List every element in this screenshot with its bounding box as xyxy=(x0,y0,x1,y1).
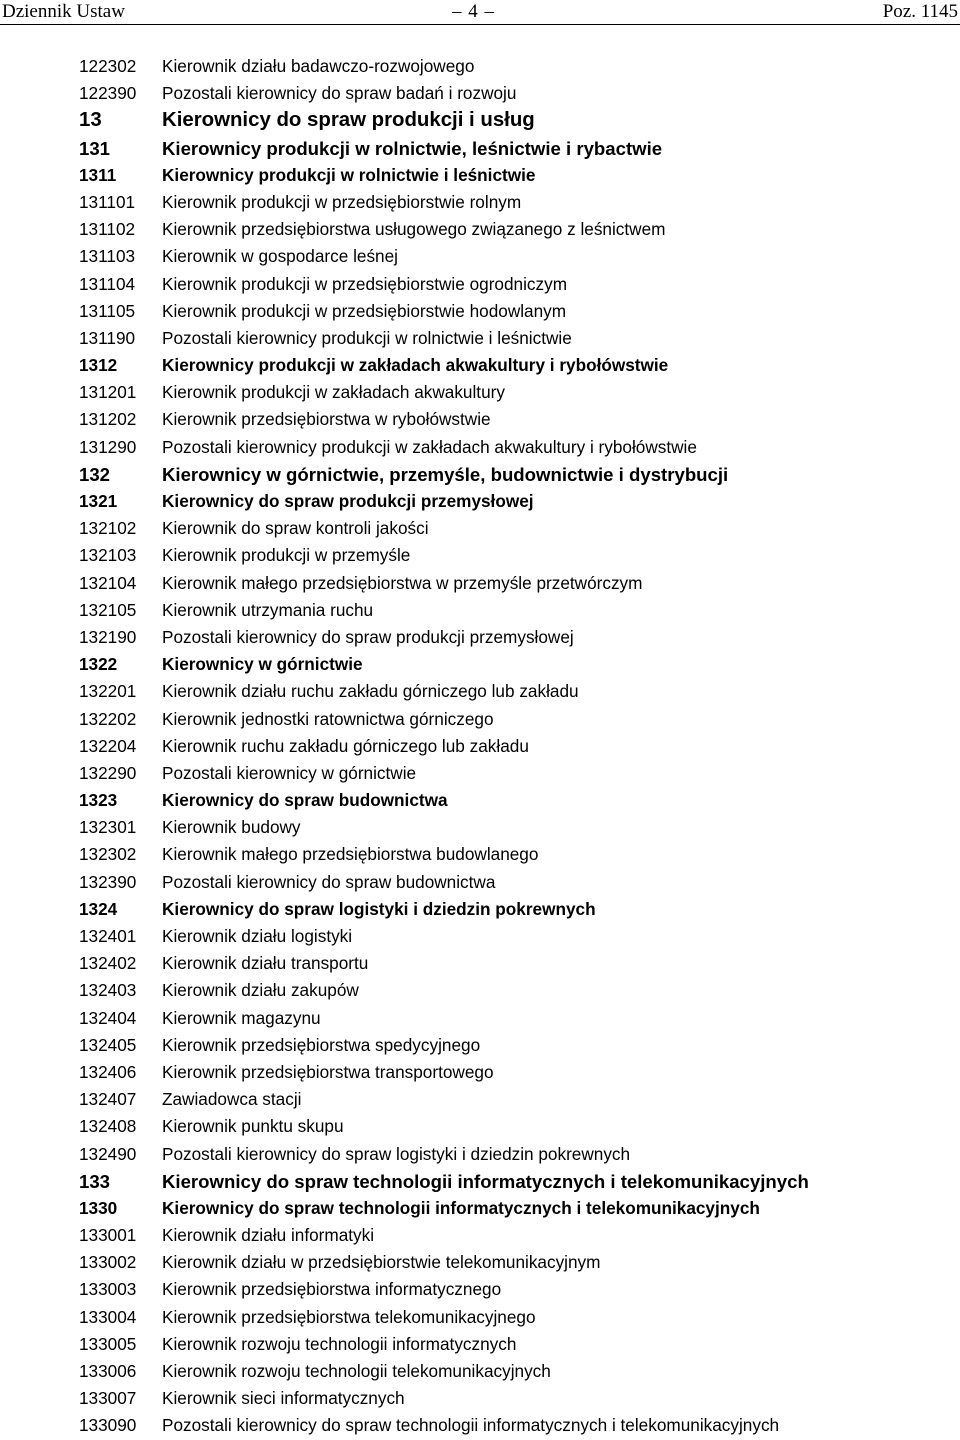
classification-entry xyxy=(79,1005,959,1032)
classification-entry xyxy=(79,1331,959,1358)
entry-code: 133090 xyxy=(79,1415,137,1436)
entry-code: 133004 xyxy=(79,1306,137,1327)
classification-entry xyxy=(79,1113,959,1140)
entry-label: Kierownik przedsiębiorstwa telekomunikacyjnego xyxy=(162,1306,536,1327)
entry-code: 131190 xyxy=(79,327,136,348)
classification-entry xyxy=(79,869,959,896)
entry-label: Kierownik produkcji w przemyśle xyxy=(162,545,411,566)
classification-entry xyxy=(79,243,959,270)
entry-label: Kierownik działu transportu xyxy=(162,953,369,974)
classification-entry xyxy=(79,406,959,433)
entry-label: Kierownicy w górnictwie xyxy=(162,654,363,675)
entry-code: 131202 xyxy=(79,409,137,430)
entry-code: 131105 xyxy=(79,300,136,321)
entry-label: Pozostali kierownicy w górnictwie xyxy=(162,762,417,783)
entry-label: Kierownik działu badawczo-rozwojowego xyxy=(162,56,475,76)
classification-entry xyxy=(79,135,959,162)
header-divider xyxy=(0,24,960,25)
entry-label: Kierownicy do spraw produkcji i usług xyxy=(162,109,535,132)
classification-entry xyxy=(79,1358,959,1385)
entry-code: 132190 xyxy=(79,626,137,647)
entry-code: 131102 xyxy=(79,219,136,240)
entry-label: Kierownik małego przedsiębiorstwa budowlanego xyxy=(162,844,539,865)
classification-entry xyxy=(79,80,959,107)
entry-code: 132102 xyxy=(79,518,137,539)
entry-code: 132202 xyxy=(79,708,137,729)
entry-label: Kierownik rozwoju technologii telekomunikacyjnych xyxy=(162,1361,551,1381)
entry-label: Kierownik utrzymania ruchu xyxy=(162,599,374,620)
entry-code: 132290 xyxy=(79,762,137,783)
entry-label: Pozostali kierownicy produkcji w zakładach akwakultury i rybołówstwie xyxy=(162,436,697,457)
classification-entry xyxy=(79,1385,959,1412)
entry-code: 132104 xyxy=(79,572,137,593)
entry-label: Kierownik produkcji w przedsiębiorstwie ogrodniczym xyxy=(162,273,568,294)
classification-entry xyxy=(79,950,959,977)
entry-code: 1322 xyxy=(79,654,118,675)
entry-label: Pozostali kierownicy produkcji w rolnictwie i leśnictwie xyxy=(162,327,572,348)
entry-label: Kierownik przedsiębiorstwa usługowego związanego z leśnictwem xyxy=(162,219,666,240)
entry-label: Kierownicy produkcji w rolnictwie i leśnictwie xyxy=(162,164,536,185)
entry-label: Kierownik punktu skupu xyxy=(162,1116,344,1137)
classification-entry xyxy=(79,896,959,923)
entry-code: 132408 xyxy=(79,1116,137,1137)
entry-code: 132405 xyxy=(79,1034,137,1055)
classification-entry xyxy=(79,1086,959,1113)
entry-code: 132490 xyxy=(79,1143,137,1164)
entry-code: 1324 xyxy=(79,898,118,919)
entry-code: 133003 xyxy=(79,1279,137,1300)
entry-code: 1321 xyxy=(79,491,118,511)
entry-code: 132403 xyxy=(79,980,137,1001)
entry-code: 132407 xyxy=(79,1089,137,1110)
classification-entry xyxy=(79,189,959,216)
entry-label: Kierownik przedsiębiorstwa transportowego xyxy=(162,1061,494,1082)
classification-entry xyxy=(79,923,959,950)
classification-entry xyxy=(79,488,959,515)
classification-entry xyxy=(79,542,959,569)
entry-label: Kierownik działu logistyki xyxy=(162,926,353,946)
entry-label: Zawiadowca stacji xyxy=(162,1089,302,1110)
entry-label: Kierownicy produkcji w rolnictwie, leśnictwie i rybactwie xyxy=(162,137,663,159)
entry-label: Kierownik działu w przedsiębiorstwie telekomunikacyjnym xyxy=(162,1252,601,1273)
entry-code: 133 xyxy=(79,1170,111,1192)
classification-entry xyxy=(79,271,959,298)
entry-code: 1312 xyxy=(79,355,118,376)
entry-code: 1330 xyxy=(79,1197,118,1218)
entry-code: 122302 xyxy=(79,56,137,76)
entry-label: Kierownicy do spraw produkcji przemysłowej xyxy=(162,491,534,511)
entry-label: Kierownicy w górnictwie, przemyśle, budownictwie i dystrybucji xyxy=(162,463,729,485)
entry-code: 131201 xyxy=(79,382,137,403)
entry-label: Kierownicy produkcji w zakładach akwakultury i rybołówstwie xyxy=(162,355,669,376)
classification-entry xyxy=(79,1168,959,1195)
classification-entry xyxy=(79,379,959,406)
entry-label: Pozostali kierownicy do spraw produkcji przemysłowej xyxy=(162,626,574,647)
classification-entry xyxy=(79,107,959,134)
classification-entry xyxy=(79,597,959,624)
classification-entry xyxy=(79,515,959,542)
classification-entry xyxy=(79,1276,959,1303)
entry-label: Kierownik do spraw kontroli jakości xyxy=(162,518,429,539)
entry-code: 132404 xyxy=(79,1007,137,1028)
classification-entry xyxy=(79,651,959,678)
classification-entry xyxy=(79,53,959,80)
entry-code: 133002 xyxy=(79,1252,137,1273)
entry-code: 132204 xyxy=(79,735,137,756)
entry-code: 1323 xyxy=(79,790,118,811)
entry-label: Pozostali kierownicy do spraw technologii informatycznych i telekomunikacyjnych xyxy=(162,1415,780,1436)
entry-label: Kierownik magazynu xyxy=(162,1007,321,1028)
entry-label: Kierownik działu informatyki xyxy=(162,1225,375,1246)
classification-entry xyxy=(79,678,959,705)
entry-code: 132201 xyxy=(79,681,137,702)
entry-code: 132390 xyxy=(79,871,137,892)
entry-label: Pozostali kierownicy do spraw budownictwa xyxy=(162,871,496,892)
classification-entry xyxy=(79,216,959,243)
classification-entry xyxy=(79,841,959,868)
entry-code: 133001 xyxy=(79,1225,137,1246)
classification-list xyxy=(79,53,959,1440)
classification-entry xyxy=(79,1195,959,1222)
entry-code: 131290 xyxy=(79,436,137,457)
entry-code: 132401 xyxy=(79,926,137,946)
entry-label: Kierownik przedsiębiorstwa spedycyjnego xyxy=(162,1034,481,1055)
entry-label: Kierownik małego przedsiębiorstwa w przemyśle przetwórczym xyxy=(162,572,643,593)
classification-entry xyxy=(79,1412,959,1439)
entry-code: 132105 xyxy=(79,599,137,620)
entry-label: Kierownik przedsiębiorstwa w rybołówstwie xyxy=(162,409,491,430)
entry-label: Kierownik produkcji w przedsiębiorstwie hodowlanym xyxy=(162,300,567,321)
classification-entry xyxy=(79,1222,959,1249)
classification-entry xyxy=(79,733,959,760)
entry-code: 132301 xyxy=(79,817,137,838)
entry-code: 132302 xyxy=(79,844,137,865)
classification-entry xyxy=(79,1249,959,1276)
entry-code: 132103 xyxy=(79,545,137,566)
classification-entry xyxy=(79,760,959,787)
page-header xyxy=(0,0,960,26)
entry-code: 122390 xyxy=(79,83,137,104)
classification-entry xyxy=(79,977,959,1004)
entry-label: Kierownicy do spraw logistyki i dziedzin pokrewnych xyxy=(162,898,596,919)
entry-code: 133006 xyxy=(79,1361,137,1381)
entry-code: 131104 xyxy=(79,273,136,294)
classification-entry xyxy=(79,298,959,325)
entry-label: Kierownik rozwoju technologii informatycznych xyxy=(162,1333,517,1354)
classification-entry xyxy=(79,352,959,379)
entry-code: 13 xyxy=(79,109,102,132)
classification-entry xyxy=(79,461,959,488)
entry-code: 131 xyxy=(79,137,111,159)
position-number: Poz. 1145 xyxy=(882,1,958,22)
journal-title: Dziennik Ustaw xyxy=(2,1,125,22)
page-number: – 4 – xyxy=(452,1,495,22)
classification-entry xyxy=(79,814,959,841)
entry-label: Kierownik budowy xyxy=(162,817,301,838)
entry-label: Kierownicy do spraw technologii informatycznych i telekomunikacyjnych xyxy=(162,1197,760,1218)
entry-code: 132 xyxy=(79,463,111,485)
classification-entry xyxy=(79,706,959,733)
entry-label: Pozostali kierownicy do spraw logistyki i dziedzin pokrewnych xyxy=(162,1143,631,1164)
entry-label: Pozostali kierownicy do spraw badań i rozwoju xyxy=(162,83,517,104)
entry-label: Kierownik działu zakupów xyxy=(162,980,359,1001)
entry-label: Kierownicy do spraw technologii informatycznych i telekomunikacyjnych xyxy=(162,1170,809,1192)
entry-label: Kierownik sieci informatycznych xyxy=(162,1388,405,1409)
classification-entry xyxy=(79,1304,959,1331)
classification-entry xyxy=(79,162,959,189)
entry-label: Kierownik w gospodarce leśnej xyxy=(162,246,398,267)
classification-entry xyxy=(79,325,959,352)
classification-entry xyxy=(79,787,959,814)
classification-entry xyxy=(79,1032,959,1059)
entry-label: Kierownicy do spraw budownictwa xyxy=(162,790,448,811)
entry-label: Kierownik ruchu zakładu górniczego lub zakładu xyxy=(162,735,529,756)
entry-label: Kierownik przedsiębiorstwa informatycznego xyxy=(162,1279,502,1300)
entry-code: 132402 xyxy=(79,953,137,974)
entry-code: 131103 xyxy=(79,246,136,267)
classification-entry xyxy=(79,434,959,461)
entry-code: 1311 xyxy=(79,164,117,185)
entry-code: 131101 xyxy=(79,191,136,212)
entry-label: Kierownik jednostki ratownictwa górniczego xyxy=(162,708,494,729)
classification-entry xyxy=(79,624,959,651)
classification-entry xyxy=(79,1059,959,1086)
entry-label: Kierownik produkcji w przedsiębiorstwie rolnym xyxy=(162,191,522,212)
entry-code: 133005 xyxy=(79,1333,137,1354)
entry-label: Kierownik działu ruchu zakładu górniczego lub zakładu xyxy=(162,681,579,702)
entry-label: Kierownik produkcji w zakładach akwakultury xyxy=(162,382,505,403)
classification-entry xyxy=(79,1141,959,1168)
classification-entry xyxy=(79,570,959,597)
entry-code: 132406 xyxy=(79,1061,137,1082)
entry-code: 133007 xyxy=(79,1388,137,1409)
